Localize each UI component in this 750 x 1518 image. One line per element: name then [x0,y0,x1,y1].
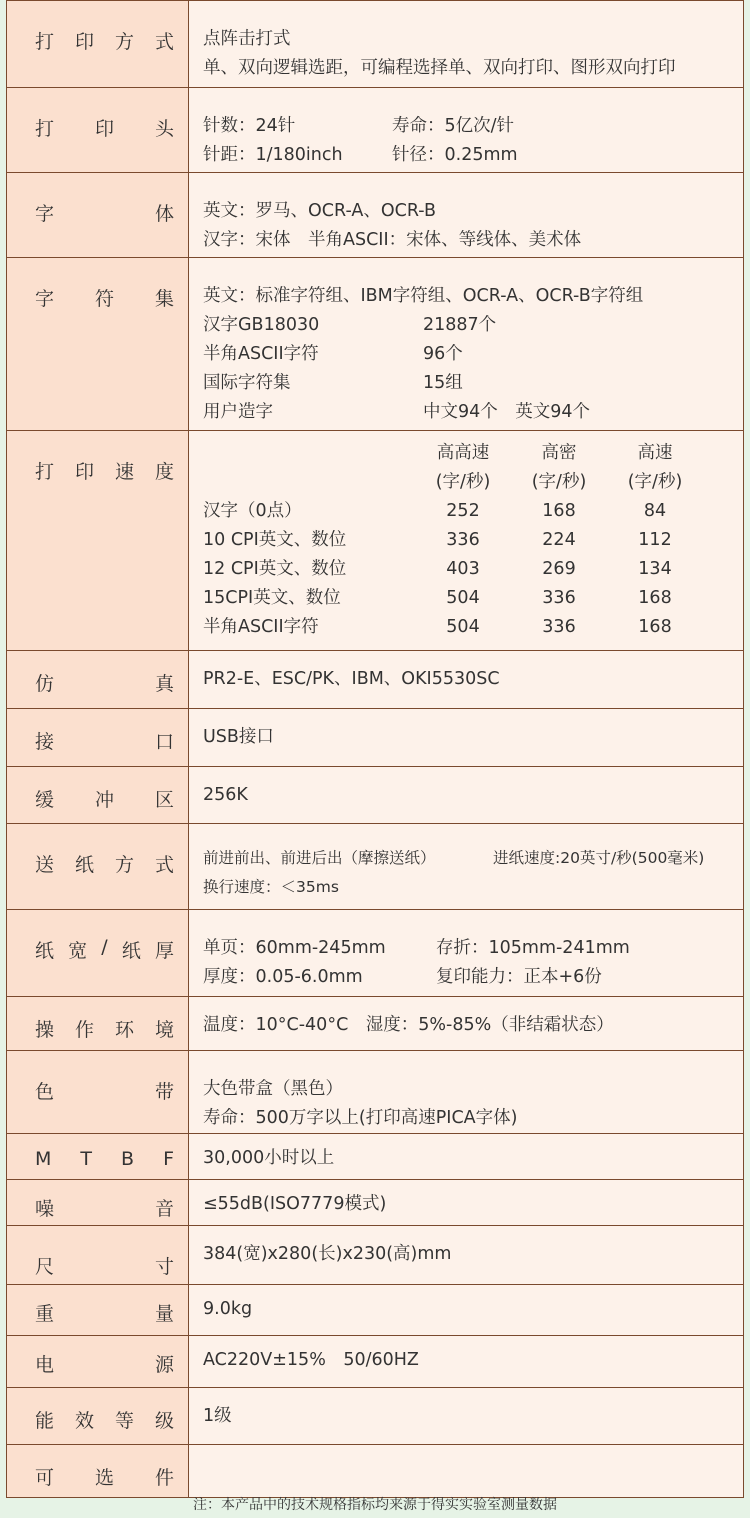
spec-value-line: ≤55dB(ISO7779模式) [203,1194,387,1214]
spec-row [7,651,744,709]
spec-value-cell [189,1180,744,1226]
spec-row [7,1226,744,1285]
speed-row-name: 12 CPI英文、数位 [203,559,347,579]
spec-label: 纸 宽 / 纸 厚 [35,936,174,962]
spec-row [7,1134,744,1180]
spec-label-cell [7,1445,189,1498]
spec-label-cell [7,1051,189,1134]
spec-label-cell [7,910,189,997]
spec-value: 15组 [423,373,463,393]
spec-label: 字 符 集 [35,288,174,310]
spec-label: 电 源 [35,1354,174,1376]
speed-header: (字/秒) [627,472,683,492]
speed-value: 134 [638,559,672,579]
spec-value-cell [189,1,744,88]
speed-header: 高密 [541,443,577,463]
spec-row [7,1,744,88]
spec-value-cell [189,173,744,258]
spec-value-cell [189,910,744,997]
spec-label-cell [7,88,189,173]
speed-row-name: 15CPI英文、数位 [203,588,341,608]
spec-label: 能 效 等 级 [35,1410,174,1432]
spec-value: 针数：24针 [203,116,296,136]
spec-label-cell [7,709,189,767]
spec-label: 可 选 件 [35,1467,174,1489]
spec-label-cell [7,997,189,1051]
speed-value: 336 [542,617,576,637]
spec-row [7,173,744,258]
speed-value: 84 [643,501,667,521]
spec-value-cell [189,1051,744,1134]
spec-label-cell [7,431,189,651]
spec-row [7,1051,744,1134]
spec-label-cell [7,824,189,910]
spec-value-row [203,340,735,369]
spec-label: 打 印 头 [35,118,174,140]
spec-label-cell [7,1388,189,1445]
spec-value: 单页：60mm-245mm [203,938,386,958]
spec-row [7,1336,744,1388]
spec-value-line: 1级 [203,1406,232,1426]
spec-value: 96个 [423,344,463,364]
footnote: 注：本产品中的技术规格指标均来源于得实实验室测量数据 [193,1497,557,1513]
speed-row-name: 汉字（0点） [203,501,302,521]
spec-row [7,997,744,1051]
spec-value-line: 384(宽)x280(长)x230(高)mm [203,1244,452,1264]
speed-value: 504 [446,588,480,608]
spec-label-cell [7,1285,189,1336]
spec-value-cell [189,88,744,173]
speed-grid [203,439,735,642]
spec-value-line: 单、双向逻辑选距，可编程选择单、双向打印、图形双向打印 [203,58,676,78]
spec-label-cell [7,1226,189,1285]
spec-row [7,709,744,767]
spec-table [6,0,744,1498]
speed-row-name: 半角ASCII字符 [203,617,319,637]
spec-label: 仿 真 [35,673,174,695]
spec-value-line: 英文：罗马、OCR-A、OCR-B [203,201,436,221]
spec-value-line: 点阵击打式 [203,29,291,49]
spec-label-cell [7,1,189,88]
spec-value: 进纸速度:20英寸/秒(500毫米) [493,849,705,867]
spec-value: 针距：1/180inch [203,145,343,165]
spec-label: 操 作 环 境 [35,1019,174,1041]
spec-value-row [203,369,735,398]
spec-value-line: 汉字：宋体 半角ASCII：宋体、等线体、美术体 [203,230,582,250]
speed-value: 403 [446,559,480,579]
spec-value-row [203,844,735,873]
spec-value-cell [189,824,744,910]
spec-value-cell [189,997,744,1051]
speed-value: 504 [446,617,480,637]
spec-value: 厚度：0.05-6.0mm [203,967,363,987]
spec-label: 缓 冲 区 [35,789,174,811]
spec-value: 存折：105mm-241mm [436,938,630,958]
spec-value-row [203,398,735,427]
spec-value-cell [189,1285,744,1336]
spec-label-cell [7,651,189,709]
spec-value: 针径：0.25mm [392,145,518,165]
spec-row [7,1285,744,1336]
spec-value: 复印能力：正本+6份 [436,967,602,987]
spec-value-line: USB接口 [203,727,274,747]
speed-header: 高高速 [436,443,490,463]
spec-label: 尺 寸 [35,1256,174,1278]
spec-value-row [203,141,735,170]
spec-value-line: 9.0kg [203,1299,253,1319]
spec-value: 用户造字 [203,402,273,422]
spec-value-line: 256K [203,785,248,805]
spec-value-line: 30,000小时以上 [203,1148,335,1168]
spec-value: 中文94个 英文94个 [423,402,591,422]
spec-value-line: 英文：标准字符组、IBM字符组、OCR-A、OCR-B字符组 [203,286,644,306]
spec-value: 寿命：5亿次/针 [392,116,515,136]
spec-value-line: AC220V±15% 50/60HZ [203,1350,419,1370]
spec-label: M T B F [35,1148,174,1170]
spec-row [7,431,744,651]
speed-value: 336 [446,530,480,550]
spec-value-cell [189,651,744,709]
spec-label: 色 带 [35,1081,174,1103]
spec-value-row [203,934,735,963]
spec-value-row [203,963,735,992]
speed-value: 168 [638,588,672,608]
speed-row-name: 10 CPI英文、数位 [203,530,347,550]
spec-value: 汉字GB18030 [203,315,320,335]
spec-row [7,258,744,431]
spec-label: 噪 音 [35,1198,174,1220]
spec-value-cell [189,1226,744,1285]
spec-value-cell [189,1445,744,1498]
speed-header: (字/秒) [435,472,491,492]
spec-label: 打 印 方 式 [35,31,174,53]
spec-value-row [203,112,735,141]
spec-value: 半角ASCII字符 [203,344,319,364]
spec-value-line: 温度：10°C-40°C 湿度：5%-85%（非结霜状态） [203,1015,614,1035]
spec-value: 国际字符集 [203,373,291,393]
spec-row [7,767,744,824]
speed-header: (字/秒) [531,472,587,492]
speed-value: 168 [638,617,672,637]
spec-label-cell [7,1336,189,1388]
spec-value: 21887个 [423,315,497,335]
spec-value-cell [189,1336,744,1388]
spec-label-cell [7,173,189,258]
speed-header-blank [203,439,415,468]
spec-row [7,88,744,173]
spec-value-cell [189,258,744,431]
spec-value-line: 大色带盒（黑色） [203,1079,343,1099]
speed-header-blank [203,468,415,497]
spec-label-cell [7,1180,189,1226]
spec-value-cell [189,767,744,824]
spec-value-row [203,311,735,340]
spec-row [7,1445,744,1498]
spec-value-cell [189,709,744,767]
spec-row [7,1180,744,1226]
spec-label: 送 纸 方 式 [35,854,174,876]
spec-value-line: PR2-E、ESC/PK、IBM、OKI5530SC [203,669,500,689]
spec-label: 重 量 [35,1303,174,1325]
speed-value: 224 [542,530,576,550]
spec-value-cell [189,1134,744,1180]
speed-header: 高速 [637,443,673,463]
spec-label-cell [7,767,189,824]
spec-row [7,1388,744,1445]
speed-value: 168 [542,501,576,521]
spec-value-cell [189,431,744,651]
spec-row [7,910,744,997]
spec-label-cell [7,1134,189,1180]
spec-label-cell [7,258,189,431]
spec-value: 前进前出、前进后出（摩擦送纸） [203,849,436,867]
speed-value: 252 [446,501,480,521]
spec-label: 字 体 [35,203,174,225]
spec-label: 接 口 [35,731,174,753]
speed-value: 269 [542,559,576,579]
spec-label: 打 印 速 度 [35,461,174,483]
speed-value: 336 [542,588,576,608]
spec-value-line: 寿命：500万字以上(打印高速PICA字体) [203,1108,518,1128]
speed-value: 112 [638,530,672,550]
spec-value-cell [189,1388,744,1445]
spec-value-line: 换行速度：＜35ms [203,878,339,896]
spec-row [7,824,744,910]
